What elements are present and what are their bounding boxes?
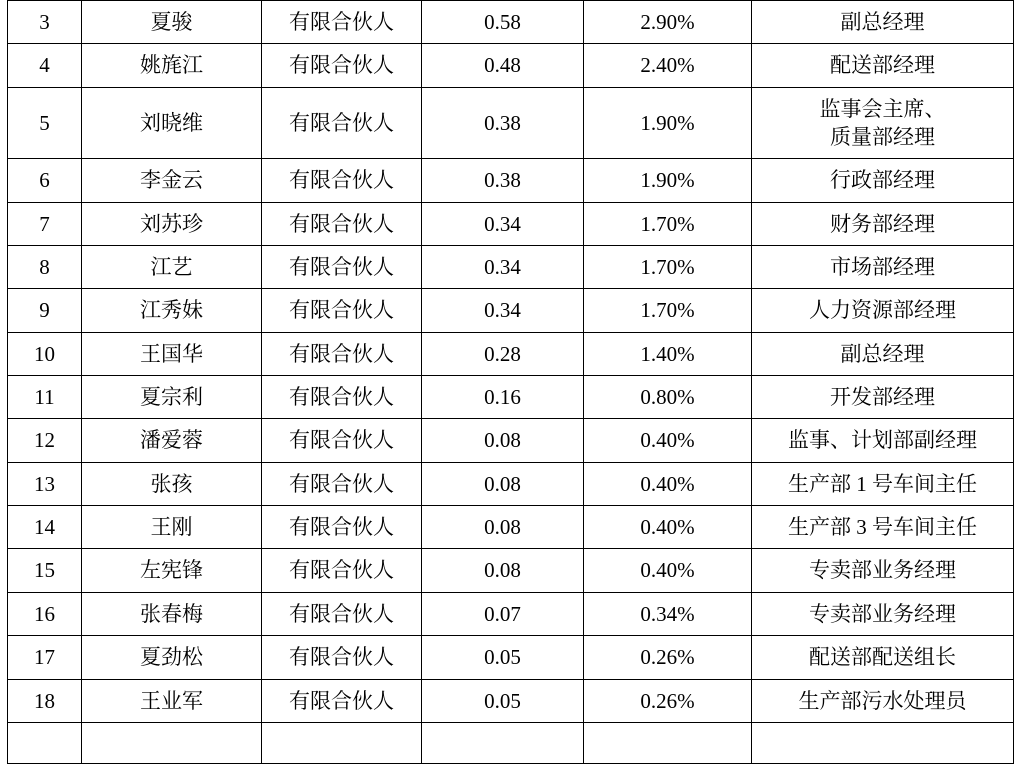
cell-role: 开发部经理	[752, 376, 1014, 419]
cell-role-line1: 监事会主席、	[819, 96, 946, 121]
cell-no: 17	[8, 636, 82, 679]
cell-amount: 0.38	[422, 87, 584, 159]
cell-type: 有限合伙人	[262, 549, 422, 592]
cell-name: 潘爱蓉	[82, 419, 262, 462]
cell-name: 王刚	[82, 506, 262, 549]
cell-type: 有限合伙人	[262, 679, 422, 722]
cell-no: 18	[8, 679, 82, 722]
cell-name: 王国华	[82, 332, 262, 375]
cell-role: 财务部经理	[752, 202, 1014, 245]
cell-role: 市场部经理	[752, 246, 1014, 289]
cell-role: 行政部经理	[752, 159, 1014, 202]
cell-role: 副总经理	[752, 332, 1014, 375]
cell-amount: 0.08	[422, 419, 584, 462]
cell-name: 姚旄江	[82, 44, 262, 87]
table-row	[8, 419, 1014, 462]
cell-type: 有限合伙人	[262, 87, 422, 159]
cell-no: 8	[8, 246, 82, 289]
cell-type: 有限合伙人	[262, 376, 422, 419]
cell-name: 夏劲松	[82, 636, 262, 679]
table-row	[8, 462, 1014, 505]
cell-type: 有限合伙人	[262, 332, 422, 375]
cell-type: 有限合伙人	[262, 44, 422, 87]
cell-type: 有限合伙人	[262, 246, 422, 289]
cell-name: 夏骏	[82, 1, 262, 44]
cell-amount: 0.07	[422, 592, 584, 635]
cell-role: 专卖部业务经理	[752, 592, 1014, 635]
cell-role	[752, 722, 1014, 763]
cell-name: 刘晓维	[82, 87, 262, 159]
cell-amount: 0.38	[422, 159, 584, 202]
cell-amount: 0.08	[422, 549, 584, 592]
cell-ratio: 2.90%	[584, 1, 752, 44]
table-row	[8, 376, 1014, 419]
cell-name: 张孩	[82, 462, 262, 505]
table-row	[8, 1, 1014, 44]
cell-no: 6	[8, 159, 82, 202]
cell-amount: 0.16	[422, 376, 584, 419]
cell-amount: 0.28	[422, 332, 584, 375]
cell-role: 生产部 3 号车间主任	[752, 506, 1014, 549]
table-row	[8, 332, 1014, 375]
cell-role: 监事、计划部副经理	[752, 419, 1014, 462]
cell-no: 4	[8, 44, 82, 87]
cell-amount: 0.05	[422, 636, 584, 679]
cell-no: 7	[8, 202, 82, 245]
table-row	[8, 159, 1014, 202]
cell-ratio: 0.40%	[584, 506, 752, 549]
cell-role: 配送部配送组长	[752, 636, 1014, 679]
cell-name: 江艺	[82, 246, 262, 289]
cell-role: 人力资源部经理	[752, 289, 1014, 332]
cell-ratio: 1.70%	[584, 246, 752, 289]
cell-amount	[422, 722, 584, 763]
cell-role: 副总经理	[752, 1, 1014, 44]
cell-role: 生产部污水处理员	[752, 679, 1014, 722]
table-row	[8, 636, 1014, 679]
cell-no: 11	[8, 376, 82, 419]
cell-no: 10	[8, 332, 82, 375]
cell-no: 9	[8, 289, 82, 332]
cell-amount: 0.08	[422, 462, 584, 505]
cell-ratio: 0.40%	[584, 419, 752, 462]
cell-role: 专卖部业务经理	[752, 549, 1014, 592]
table-row	[8, 592, 1014, 635]
cell-name: 夏宗利	[82, 376, 262, 419]
cell-type: 有限合伙人	[262, 202, 422, 245]
cell-ratio	[584, 722, 752, 763]
cell-amount: 0.48	[422, 44, 584, 87]
table-row	[8, 246, 1014, 289]
table-row	[8, 87, 1014, 159]
table-row	[8, 202, 1014, 245]
table-row	[8, 506, 1014, 549]
cell-type: 有限合伙人	[262, 289, 422, 332]
table-row	[8, 289, 1014, 332]
cell-type: 有限合伙人	[262, 592, 422, 635]
cell-no: 5	[8, 87, 82, 159]
cell-no: 14	[8, 506, 82, 549]
cell-ratio: 1.70%	[584, 289, 752, 332]
cell-ratio: 0.40%	[584, 549, 752, 592]
cell-type: 有限合伙人	[262, 1, 422, 44]
cell-ratio: 0.34%	[584, 592, 752, 635]
cell-name: 李金云	[82, 159, 262, 202]
cell-no: 16	[8, 592, 82, 635]
cell-name	[82, 722, 262, 763]
cell-ratio: 0.40%	[584, 462, 752, 505]
cell-type: 有限合伙人	[262, 636, 422, 679]
cell-type: 有限合伙人	[262, 159, 422, 202]
table-row-partial	[8, 722, 1014, 763]
cell-type: 有限合伙人	[262, 506, 422, 549]
cell-amount: 0.34	[422, 289, 584, 332]
cell-amount: 0.08	[422, 506, 584, 549]
partners-table	[7, 0, 1014, 764]
cell-role: 配送部经理	[752, 44, 1014, 87]
cell-amount: 0.58	[422, 1, 584, 44]
cell-amount: 0.34	[422, 246, 584, 289]
cell-no: 13	[8, 462, 82, 505]
cell-no: 12	[8, 419, 82, 462]
cell-amount: 0.34	[422, 202, 584, 245]
cell-no: 15	[8, 549, 82, 592]
cell-ratio: 0.26%	[584, 636, 752, 679]
cell-name: 张春梅	[82, 592, 262, 635]
cell-name: 江秀妹	[82, 289, 262, 332]
cell-ratio: 0.26%	[584, 679, 752, 722]
cell-type	[262, 722, 422, 763]
cell-name: 左宪锋	[82, 549, 262, 592]
cell-role-line2: 质量部经理	[830, 125, 935, 150]
cell-ratio: 1.40%	[584, 332, 752, 375]
cell-ratio: 1.90%	[584, 87, 752, 159]
table-row	[8, 44, 1014, 87]
cell-ratio: 0.80%	[584, 376, 752, 419]
cell-role	[752, 87, 1014, 159]
cell-name: 王业军	[82, 679, 262, 722]
cell-role: 生产部 1 号车间主任	[752, 462, 1014, 505]
cell-no	[8, 722, 82, 763]
cell-ratio: 1.70%	[584, 202, 752, 245]
table-body	[8, 1, 1014, 764]
table-row	[8, 679, 1014, 722]
cell-ratio: 1.90%	[584, 159, 752, 202]
cell-no: 3	[8, 1, 82, 44]
cell-amount: 0.05	[422, 679, 584, 722]
cell-ratio: 2.40%	[584, 44, 752, 87]
cell-type: 有限合伙人	[262, 419, 422, 462]
cell-name: 刘苏珍	[82, 202, 262, 245]
table-row	[8, 549, 1014, 592]
cell-type: 有限合伙人	[262, 462, 422, 505]
